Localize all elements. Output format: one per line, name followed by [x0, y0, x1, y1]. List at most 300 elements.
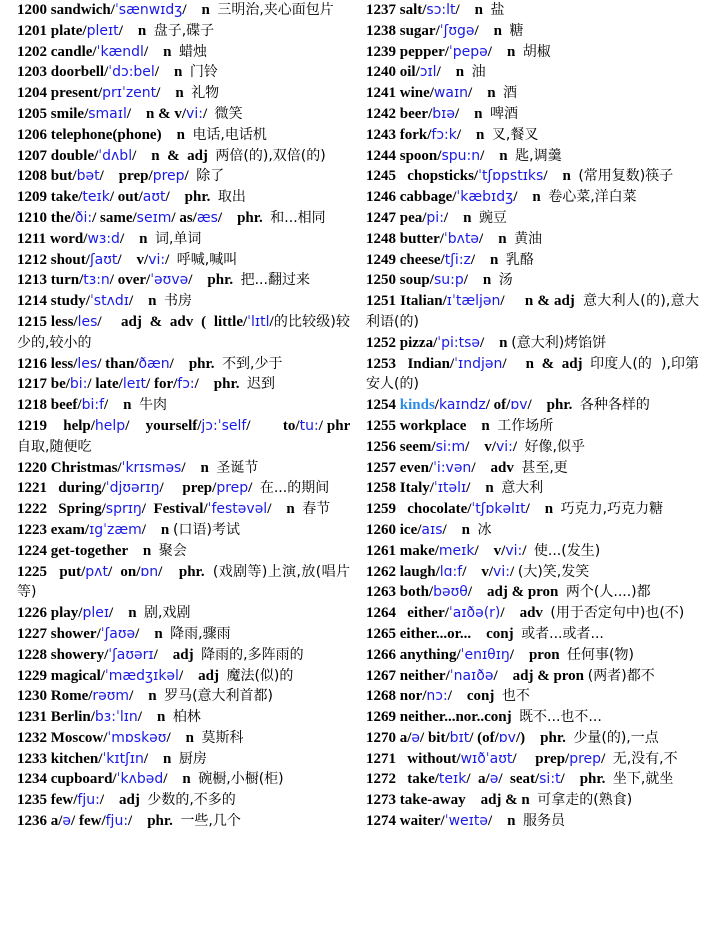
entry-number: 1262 [366, 563, 396, 580]
entry-text: pea/ [399, 209, 427, 226]
entry-number: 1224 [17, 542, 47, 559]
vocab-entry [366, 354, 699, 396]
chinese-meaning: 圣诞节 [216, 459, 259, 476]
entry-number: 1256 [366, 438, 396, 455]
entry-text: / n [129, 688, 165, 705]
entry-text: pizza/ [399, 334, 438, 351]
phonetic: ˈɪndjən [454, 355, 503, 372]
entry-number: 1272 [366, 771, 396, 788]
entry-number: 1204 [17, 85, 47, 102]
chinese-meaning: 微笑 [214, 105, 243, 122]
entry-number: 1210 [17, 209, 47, 226]
chinese-meaning: 黄油 [514, 230, 543, 247]
chinese-meaning: 啤酒 [489, 105, 518, 122]
phonetic: si:m [435, 438, 466, 455]
entry-text: / [522, 542, 534, 559]
entry-text: / [202, 105, 215, 122]
entry-text: / phr. [194, 376, 248, 393]
entry-text: salt/ [399, 2, 427, 18]
phonetic: ˈnaɪðə [449, 667, 494, 684]
entry-text: / v/ [462, 563, 494, 580]
entry-number: 1229 [17, 667, 47, 684]
phonetic: fɔ:k [431, 126, 457, 143]
entry-text: / n [454, 105, 490, 122]
phonetic: tu: [299, 417, 319, 434]
entry-number: 1254 [366, 397, 396, 414]
entry-number: 1200 [17, 2, 47, 18]
chinese-meaning: 剧,戏剧 [144, 605, 191, 622]
chinese-meaning: 少数的,不多的 [147, 792, 236, 809]
vocab-entry [17, 624, 350, 645]
entry-text: / n [480, 334, 512, 351]
vocab-entry [366, 582, 699, 603]
entry-text: / n [470, 251, 506, 268]
chinese-meaning: 蜡烛 [178, 43, 207, 60]
entry-number: 1268 [366, 688, 396, 705]
entry-text: / n [143, 43, 179, 60]
entry-text: neither...nor..conj [399, 709, 520, 726]
chinese-meaning: 自取,随便吃 [17, 438, 92, 455]
phonetic: teɪk [82, 189, 110, 206]
phonetic: si:t [539, 771, 561, 788]
entry-number: 1217 [17, 376, 47, 393]
chinese-meaning: 碗橱,小橱(柜) [198, 771, 284, 788]
phonetic: spu:n [441, 147, 481, 164]
vocab-entry [17, 208, 350, 229]
entry-text: chopsticks/ [399, 168, 479, 185]
entry-text: / n [141, 521, 174, 538]
entry-number: 1206 [17, 126, 47, 143]
phonetic: ˈstʌdɪ [89, 293, 129, 310]
phonetic: rəʊm [92, 688, 130, 705]
chinese-meaning: 盘子,碟子 [153, 22, 215, 39]
entry-number: 1233 [17, 750, 47, 767]
entry-text: present/ [50, 85, 103, 102]
phonetic: ɒv [510, 397, 528, 414]
chinese-meaning: 迟到 [247, 376, 276, 393]
phonetic: ɒn [140, 563, 159, 580]
phonetic: ˈtʃɒkəlɪt [471, 501, 526, 518]
entry-text: / n [463, 272, 499, 289]
phonetic: ə [489, 771, 499, 788]
entry-text: wine/ [399, 85, 434, 102]
entry-number: 1248 [366, 230, 396, 247]
entry-text: Italy/ [399, 480, 434, 497]
vocab-entry [366, 270, 699, 291]
highlighted-word: kinds [399, 397, 435, 414]
entry-number: 1208 [17, 168, 47, 185]
entry-text: / n [181, 459, 217, 476]
chinese-meaning: 两个(人....)都 [565, 584, 651, 601]
entry-text: / n & adj [132, 147, 216, 164]
entry-text: word/ [49, 230, 88, 247]
vocab-entry [366, 686, 699, 707]
entry-text: / n [480, 147, 516, 164]
entry-text: / out/ [109, 189, 143, 206]
entry-text: / n [128, 293, 164, 310]
phonetic: waɪn [433, 85, 469, 102]
phonetic: pi: [426, 209, 444, 226]
entry-text: / same/ [92, 209, 137, 226]
entry-number: 1265 [366, 625, 396, 642]
entry-text: / phr [318, 417, 354, 434]
phonetic: ə [411, 729, 421, 746]
entry-text: / [165, 251, 177, 268]
entry-text: / adv [471, 459, 522, 476]
entry-number: 1232 [17, 729, 47, 746]
entry-text: turn/ [50, 272, 84, 289]
phonetic: ˈʃaʊə [100, 625, 136, 642]
vocab-entry [366, 562, 699, 583]
entry-number: 1205 [17, 105, 47, 122]
entry-number: 1260 [366, 521, 396, 538]
entry-text: beer/ [399, 105, 433, 122]
entry-text: cabbage/ [399, 189, 457, 206]
entry-number: 1259 [366, 501, 396, 518]
entry-text: make/ [399, 542, 439, 559]
vocab-entry [17, 749, 350, 770]
entry-text: either...or... conj [399, 625, 522, 642]
chinese-meaning: 和...相同 [270, 209, 326, 226]
entry-number: 1226 [17, 605, 47, 622]
entry-text: / n [474, 22, 510, 39]
entry-text: anything/ [399, 646, 461, 663]
entry-text: / a/ [466, 771, 490, 788]
vocab-entry [17, 104, 350, 125]
phonetic: ˈdjʊərɪŋ [105, 480, 160, 497]
entry-text: waiter/ [399, 813, 445, 830]
phonetic: kaɪndz [438, 397, 486, 414]
phonetic: ðæn [138, 355, 170, 372]
entry-text: / for/ [146, 376, 178, 393]
vocab-entry [17, 686, 350, 707]
vocab-entry [366, 707, 699, 728]
entry-text: / phr. [158, 563, 213, 580]
vocab-entry [366, 0, 699, 21]
entry-number: 1255 [366, 417, 396, 434]
entry-text: / v/ [465, 438, 496, 455]
entry-number: 1257 [366, 459, 396, 476]
chinese-meaning: 也不 [501, 688, 530, 705]
entry-number: 1214 [17, 293, 47, 310]
entry-number: 1270 [366, 729, 396, 746]
entry-text: / n [525, 501, 561, 518]
chinese-meaning: 书房 [163, 293, 192, 310]
chinese-meaning: 两倍(的),双倍(的) [215, 147, 326, 164]
phonetic: bɪə [432, 105, 455, 122]
chinese-meaning: 可拿走的(熟食) [537, 792, 633, 809]
chinese-meaning: 在...的期间 [259, 480, 330, 497]
phonetic: ˈmædʒɪkəl [104, 667, 179, 684]
entry-text: / n [104, 397, 140, 414]
chinese-meaning: (两者)都不 [587, 667, 655, 684]
vocab-entry [17, 270, 350, 291]
chinese-meaning: 聚会 [158, 542, 187, 559]
entry-text: a/ [50, 813, 63, 830]
phonetic: ˈdɔ:bel [108, 64, 155, 81]
entry-text: / n [267, 501, 303, 518]
phonetic: bi:f [81, 397, 104, 414]
phonetic: wɪðˈaʊt [460, 750, 513, 767]
entry-number: 1212 [17, 251, 47, 268]
phonetic: ˈkɪtʃɪn [102, 750, 144, 767]
entry-text: / n [119, 230, 155, 247]
phonetic: vi: [505, 542, 523, 559]
entry-text: / phr. [527, 397, 580, 414]
entry-text: take/ [50, 189, 83, 206]
entry-text: / of/ [485, 397, 511, 414]
entry-text: soup/ [399, 272, 434, 289]
phonetic: ʃaʊt [89, 251, 118, 268]
chinese-meaning: 盐 [490, 2, 505, 18]
vocab-entry [17, 83, 350, 104]
entry-text: workplace n [399, 417, 498, 434]
entry-text: cheese/ [399, 251, 445, 268]
entry-text: laugh/ [399, 563, 440, 580]
vocab-entry [17, 125, 350, 146]
entry-number: 1239 [366, 43, 396, 60]
phonetic: vi: [493, 563, 510, 580]
chinese-meaning: 坐下,就坐 [612, 771, 674, 788]
entry-number: 1220 [17, 459, 47, 476]
entry-text: showery/ [50, 646, 109, 663]
entry-text: get-together n [50, 542, 159, 559]
entry-number: 1264 [366, 605, 396, 622]
entry-text: during/ [50, 480, 106, 497]
entry-text: telephone(phone) n [50, 126, 193, 143]
phonetic: meɪk [438, 542, 475, 559]
entry-text: / adj & pron [467, 584, 566, 601]
phonetic: help [94, 417, 126, 434]
right-column [366, 0, 699, 832]
entry-number: 1237 [366, 2, 396, 18]
chinese-meaning: (意大利)烤馅饼 [511, 334, 607, 351]
phonetic: prɪˈzent [102, 85, 157, 102]
vocab-entry [366, 229, 699, 250]
vocab-entry [17, 499, 350, 520]
entry-text: / n [109, 605, 145, 622]
vocab-entry [17, 769, 350, 790]
entry-text: neither/ [399, 667, 450, 684]
phonetic: su:p [433, 272, 464, 289]
entry-text: but/ [50, 168, 77, 185]
chinese-meaning: 酒 [503, 85, 518, 102]
phonetic: vi: [495, 438, 513, 455]
phonetic: prep [569, 750, 602, 767]
phonetic: ˈpi:tsə [437, 334, 480, 351]
vocab-entry [17, 645, 350, 666]
entry-number: 1247 [366, 209, 396, 226]
entry-text: kitchen/ [50, 750, 103, 767]
phonetic: fju: [105, 813, 129, 830]
phonetic: ˈdʌbl [98, 147, 133, 164]
entry-text: fork/ [399, 126, 432, 143]
entry-text: / n [135, 625, 171, 642]
entry-text: ice/ [399, 521, 422, 538]
chinese-meaning: 的比较级)较少的,较小的 [17, 313, 351, 351]
chinese-meaning: 魔法(似)的 [226, 667, 294, 684]
phonetic: bɜ:ˈlɪn [94, 709, 138, 726]
vocab-entry [17, 728, 350, 749]
entry-number: 1223 [17, 521, 47, 538]
entry-text: / adj [153, 646, 202, 663]
entry-text: Moscow/ [50, 729, 108, 746]
chinese-meaning: 电话,电话机 [192, 126, 267, 143]
vocab-entry [17, 478, 350, 499]
vocab-entry [366, 769, 699, 790]
entry-text: / prep/ [512, 750, 570, 767]
phonetic: ˈʃʊgə [439, 22, 475, 39]
entry-text: a/ [399, 729, 412, 746]
phonetic: pleɪ [82, 605, 110, 622]
entry-number: 1211 [17, 230, 47, 247]
vocab-entry [366, 645, 699, 666]
phonetic: jɔ:ˈself [201, 417, 247, 434]
entry-text: / over/ [109, 272, 151, 289]
entry-text: / n [143, 750, 179, 767]
entry-text: cupboard/ [50, 771, 117, 788]
entry-number: 1221 [17, 480, 47, 497]
entry-text: / [248, 480, 260, 497]
chinese-meaning: 取出 [217, 189, 246, 206]
phonetic: bət [76, 168, 100, 185]
phonetic: ˈlɪtl [247, 313, 270, 330]
vocab-entry [366, 62, 699, 83]
vocab-entry [17, 187, 350, 208]
phonetic: bi: [69, 376, 88, 393]
phonetic: sprɪŋ [105, 501, 142, 518]
entry-text: / v/ [117, 251, 149, 268]
entry-number: 1213 [17, 272, 47, 289]
entry-text: magical/ [50, 667, 105, 684]
entry-number: 1225 [17, 563, 47, 580]
chinese-meaning: 降雨,骤雨 [170, 625, 231, 642]
entry-text: doorbell/ [50, 64, 109, 81]
vocab-entry [17, 811, 350, 832]
chinese-meaning: (口语)考试 [173, 521, 240, 538]
vocab-entry [17, 520, 350, 541]
entry-text: smile/ [50, 105, 89, 122]
entry-number: 1209 [17, 189, 47, 206]
phonetic: bɪt [449, 729, 470, 746]
vocab-entry [17, 790, 350, 811]
vocab-entry [366, 790, 699, 811]
entry-number: 1241 [366, 85, 396, 102]
vocab-entry [366, 728, 699, 749]
entry-number: 1231 [17, 709, 47, 726]
entry-number: 1230 [17, 688, 47, 705]
entry-text: / late/ [87, 376, 123, 393]
chinese-meaning: 卷心菜,洋白菜 [548, 189, 637, 206]
entry-text: / n [436, 64, 472, 81]
chinese-meaning: 各种各样的 [579, 397, 650, 414]
entry-text: / n [466, 480, 502, 497]
vocab-entry [17, 562, 350, 604]
entry-text: even/ [399, 459, 434, 476]
entry-text: / n [442, 521, 478, 538]
entry-text: / phr. [217, 209, 271, 226]
phonetic: seɪm [136, 209, 172, 226]
phonetic: aɪs [421, 521, 443, 538]
vocab-entry [17, 603, 350, 624]
phonetic: ˈsænwɪdʒ [114, 2, 183, 18]
phonetic: pʌt [85, 563, 108, 580]
vocab-entry [366, 291, 699, 333]
phonetic: ˈmɒskəʊ [107, 729, 167, 746]
chinese-meaning: 把...翻过来 [240, 272, 310, 289]
entry-text: / v/ [474, 542, 506, 559]
entry-text: / as/ [171, 209, 197, 226]
phonetic: ˈi:vən [433, 459, 472, 476]
entry-text: / yourself/ [125, 417, 202, 434]
entry-text: sandwich/ [50, 2, 115, 18]
vocab-entry [366, 624, 699, 645]
entry-number: 1234 [17, 771, 47, 788]
entry-text: / than/ [97, 355, 139, 372]
phonetic: ˈkæbɪdʒ [456, 189, 514, 206]
entry-text: / n [468, 85, 504, 102]
phonetic: aʊt [142, 189, 166, 206]
entry-text: / seat/ [498, 771, 540, 788]
chinese-meaning: 礼物 [191, 85, 220, 102]
phonetic: lɑ:f [439, 563, 463, 580]
entry-number: 1249 [366, 251, 396, 268]
entry-text: / to/ [246, 417, 300, 434]
chinese-meaning: 印度人(的 ),印第安人(的) [366, 355, 700, 393]
entry-text: / phr. [560, 771, 613, 788]
entry-text: Spring/ [50, 501, 106, 518]
entry-text: shout/ [50, 251, 90, 268]
chinese-meaning: 叉,餐叉 [491, 126, 539, 143]
phonetic: ˈɪtəlɪ [433, 480, 467, 497]
phonetic: wɜ:d [87, 230, 120, 247]
chinese-meaning: 服务员 [522, 813, 565, 830]
phonetic: teɪk [438, 771, 467, 788]
phonetic: ɔɪl [419, 64, 437, 81]
entry-number: 1215 [17, 313, 47, 330]
entry-text: / n [513, 189, 549, 206]
entry-number: 1207 [17, 147, 47, 164]
entry-text: study/ [50, 293, 90, 310]
chinese-meaning: 工作场所 [497, 417, 554, 434]
entry-number: 1242 [366, 105, 396, 122]
entry-text: / n [456, 126, 492, 143]
chinese-meaning: 呼喊,喊叫 [176, 251, 238, 268]
entry-text: /) phr. [515, 729, 574, 746]
entry-text: play/ [50, 605, 83, 622]
entry-text: be/ [50, 376, 70, 393]
chinese-meaning: 意大利 [501, 480, 544, 497]
chinese-meaning: 或者...或者... [521, 625, 604, 642]
phonetic: pleɪt [86, 22, 119, 39]
entry-number: 1258 [366, 480, 396, 497]
vocab-entry [366, 478, 699, 499]
entry-number: 1243 [366, 126, 396, 143]
entry-text: / n [479, 230, 515, 247]
entry-number: 1203 [17, 64, 47, 81]
entry-text: / adj & adv ( little/ [97, 313, 248, 330]
vocab-entry [366, 166, 699, 187]
entry-text: plate/ [50, 22, 87, 39]
entry-text: / n [156, 85, 192, 102]
entry-text: / adv [500, 605, 551, 622]
entry-text: without/ [399, 750, 461, 767]
entry-text: / n [163, 771, 199, 788]
chinese-meaning: 意大利人(的),意大利语(的) [366, 293, 700, 330]
entry-text: / n [182, 2, 218, 18]
chinese-meaning: 使...(发生) [533, 542, 601, 559]
phonetic: ˈpepə [448, 43, 488, 60]
